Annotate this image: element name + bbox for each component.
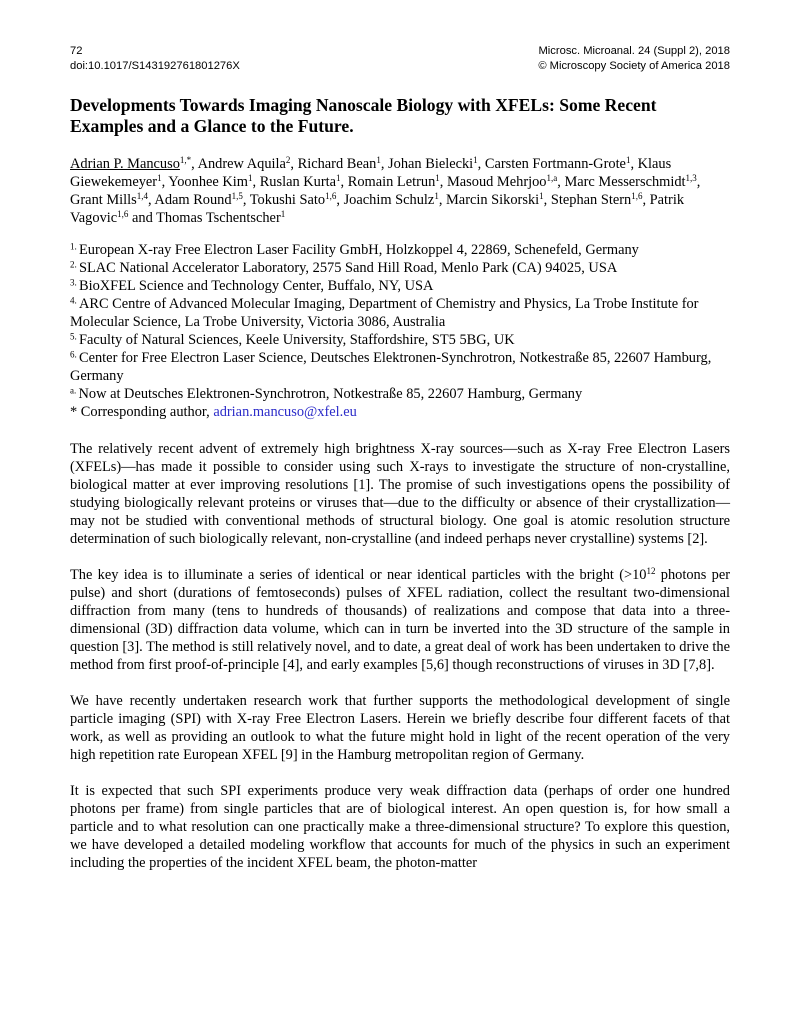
paragraph-2 <box>70 566 730 674</box>
author-affiliation-mark: 1,* <box>179 155 192 166</box>
author <box>446 192 551 208</box>
author <box>70 156 198 172</box>
affiliation-text: Faculty of Natural Sciences, Keele University, Staffordshire, ST5 5BG, UK <box>79 332 515 348</box>
author-affiliation-mark: 1 <box>625 155 631 166</box>
author-separator: , <box>340 174 348 190</box>
affiliation-text: European X-ray Free Electron Laser Facility GmbH, Holzkoppel 4, 22869, Schenefeld, Germany <box>79 242 639 258</box>
author-name: Thomas Tschentscher <box>156 210 281 226</box>
author-affiliation-mark: 1 <box>434 191 439 202</box>
author-list <box>70 155 730 227</box>
author-affiliation-mark: 1 <box>376 155 381 166</box>
corresponding-email-link[interactable]: adrian.mancuso@xfel.eu <box>213 404 357 420</box>
author-name: Patrik Vagovic <box>70 192 685 226</box>
author-affiliation-mark: 1,6 <box>117 209 129 220</box>
author-separator: , <box>477 156 485 172</box>
doi: doi:10.1017/S143192761801276X <box>70 60 240 72</box>
author <box>198 156 298 172</box>
author-affiliation-mark: 1,5 <box>231 191 243 202</box>
author-name: Marc Messerschmidt <box>564 174 686 190</box>
affiliation-text: BioXFEL Science and Technology Center, Buffalo, NY, USA <box>79 278 434 294</box>
author-affiliation-mark: 1 <box>336 173 341 184</box>
page-header <box>70 44 730 74</box>
author-name: Carsten Fortmann-Grote <box>484 156 626 172</box>
affiliation-mark: 6. <box>70 349 79 360</box>
author-affiliation-mark: 1,6 <box>325 191 337 202</box>
affiliation <box>70 295 730 331</box>
affiliation-mark: 2. <box>70 259 79 270</box>
author <box>250 192 344 208</box>
author <box>298 156 388 172</box>
author-name: Yoonhee Kim <box>168 174 248 190</box>
author <box>70 192 154 208</box>
affiliation-text: SLAC National Accelerator Laboratory, 2575 Sand Hill Road, Menlo Park (CA) 94025, USA <box>79 260 618 276</box>
author-separator: , <box>557 174 565 190</box>
corresponding-author <box>70 403 730 421</box>
author <box>154 192 249 208</box>
affiliation <box>70 259 730 277</box>
paragraph-3: We have recently undertaken research work that further supports the methodological development of single particle imaging (SPI) with X-ray Free Electron Lasers. Herein we briefly describe four different facets of that work, as well as providing an outlook to what the future might hold in light of the recent operation of the very high repetition rate European XFEL [9] in the Hamburg metropolitan region of Germany. <box>70 693 730 763</box>
exponent: 12 <box>646 566 656 577</box>
author-affiliation-mark: 1,3 <box>685 173 697 184</box>
author-separator: , <box>148 192 155 208</box>
author <box>168 174 259 190</box>
affiliation-list <box>70 241 730 403</box>
author-separator: , <box>630 156 638 172</box>
author-affiliation-mark: 1,4 <box>136 191 149 202</box>
affiliation-mark: 5. <box>70 331 79 342</box>
author <box>260 174 348 190</box>
author-name: Masoud Mehrjoo <box>446 174 547 190</box>
author-affiliation-mark: 1 <box>157 173 162 184</box>
author-affiliation-mark: 1,a <box>546 173 558 184</box>
author-affiliation-mark: 1 <box>435 173 440 184</box>
author-separator: , <box>191 156 198 172</box>
affiliation <box>70 331 730 349</box>
author-name: Tokushi Sato <box>249 192 326 208</box>
paper-page <box>70 44 730 872</box>
author-affiliation-mark: 1 <box>473 155 478 166</box>
author-name: Adam Round <box>154 192 232 208</box>
author-name: Marcin Sikorski <box>446 192 540 208</box>
author-name: Grant Mills <box>70 192 137 208</box>
author <box>348 174 447 190</box>
author-separator: , <box>696 174 701 190</box>
author <box>447 174 564 190</box>
paragraph-2-text-b: photons per pulse) and short (durations of femtoseconds) pulses of XFEL radiation, collect the resultant two-dimensional diffraction from many (tens to hundreds of thousands) of realizations and compose that data into a three-dimensional (3D) diffraction data volume, which can in turn be inverted into the 3D structure of the sample in question [3]. The method is still relatively novel, and to date, a great deal of work has been undertaken to drive the method from first proof-of-principle [4], and early examples [5,6] though reconstructions of viruses in 3D [7,8]. <box>70 567 730 673</box>
author-affiliation-mark: 2 <box>285 155 291 166</box>
corresponding-label: * Corresponding author, <box>70 404 214 420</box>
author-separator: , <box>543 192 551 208</box>
affiliation-mark: 1. <box>70 241 79 252</box>
affiliation <box>70 277 730 295</box>
author-name: Andrew Aquila <box>197 156 286 172</box>
author-separator: , <box>380 156 389 172</box>
affiliation <box>70 385 730 403</box>
author-name: Joachim Schulz <box>343 192 435 208</box>
page-number: 72 <box>70 45 83 57</box>
author-separator: , <box>290 156 298 172</box>
author-name: Johan Bielecki <box>388 156 474 172</box>
affiliation-mark: 3. <box>70 277 79 288</box>
copyright: © Microscopy Society of America 2018 <box>538 60 730 72</box>
author-name: Romain Letrun <box>347 174 436 190</box>
author-separator: , <box>642 192 650 208</box>
paper-title: Developments Towards Imaging Nanoscale Biology with XFELs: Some Recent Examples and a Glance to the Future. <box>70 95 657 136</box>
author-affiliation-mark: 1,6 <box>631 191 643 202</box>
header-left <box>70 44 240 74</box>
author-separator: , <box>336 192 344 208</box>
paragraph-4: It is expected that such SPI experiments produce very weak diffraction data (perhaps of order one hundred photons per frame) from single particles that are of biological interest. An open question is, for how small a particle and to what resolution can one practically make a three-dimensional structure? To explore this question, we have developed a detailed modeling workflow that accounts for much of the physics in such an experiment including the properties of the incident XFEL beam, the photon-matter <box>70 783 730 871</box>
author <box>156 210 285 226</box>
author-separator: and <box>128 210 157 226</box>
affiliation-text: ARC Centre of Advanced Molecular Imaging, Department of Chemistry and Physics, La Trobe Institute for Molecular Science, La Trobe University, Victoria 3086, Australia <box>70 296 699 330</box>
author <box>344 192 446 208</box>
affiliation-mark: 4. <box>70 295 79 306</box>
author-name: Stephan Stern <box>550 192 632 208</box>
author-name: Adrian P. Mancuso <box>70 156 180 172</box>
author-name: Ruslan Kurta <box>259 174 337 190</box>
author <box>564 174 700 190</box>
journal-citation: Microsc. Microanal. 24 (Suppl 2), 2018 <box>538 45 730 57</box>
author-separator: , <box>438 192 447 208</box>
author <box>551 192 650 208</box>
author <box>388 156 485 172</box>
paragraph-2-text-a: The key idea is to illuminate a series of identical or near identical particles with the bright (>10 <box>70 567 647 583</box>
paragraph-1: The relatively recent advent of extremely high brightness X-ray sources—such as X-ray Free Electron Lasers (XFELs)—has made it possible to consider using such X-rays to investigate the structure of non-crystalline, biological matter at ever improving resolutions [1]. The promise of such investigations opens the possibility of studying biologically relevant proteins or viruses that—due to the difficulty or absence of their crystallization—may not be studied with conventional methods of structural biology. One goal is atomic resolution structure determination of such biologically relevant, non-crystalline (and indeed perhaps never crystalline) systems [2]. <box>70 441 730 547</box>
affiliation-mark: a. <box>70 385 79 396</box>
affiliation <box>70 241 730 259</box>
affiliations <box>70 241 730 421</box>
author-affiliation-mark: 1 <box>280 209 286 220</box>
affiliation-text: Now at Deutsches Elektronen-Synchrotron, Notkestraße 85, 22607 Hamburg, Germany <box>78 386 583 402</box>
author-name: Klaus Giewekemeyer <box>70 156 672 190</box>
author-affiliation-mark: 1 <box>247 173 253 184</box>
author-separator: , <box>161 174 169 190</box>
author-separator: , <box>252 174 260 190</box>
affiliation <box>70 349 730 385</box>
header-right <box>538 44 730 74</box>
author-separator: , <box>439 174 447 190</box>
author-affiliation-mark: 1 <box>539 191 544 202</box>
affiliation-text: Center for Free Electron Laser Science, Deutsches Elektronen-Synchrotron, Notkestraße 85, 22607 Hamburg, Germany <box>70 350 712 384</box>
author-separator: , <box>242 192 250 208</box>
author-name: Richard Bean <box>297 156 377 172</box>
author <box>485 156 638 172</box>
